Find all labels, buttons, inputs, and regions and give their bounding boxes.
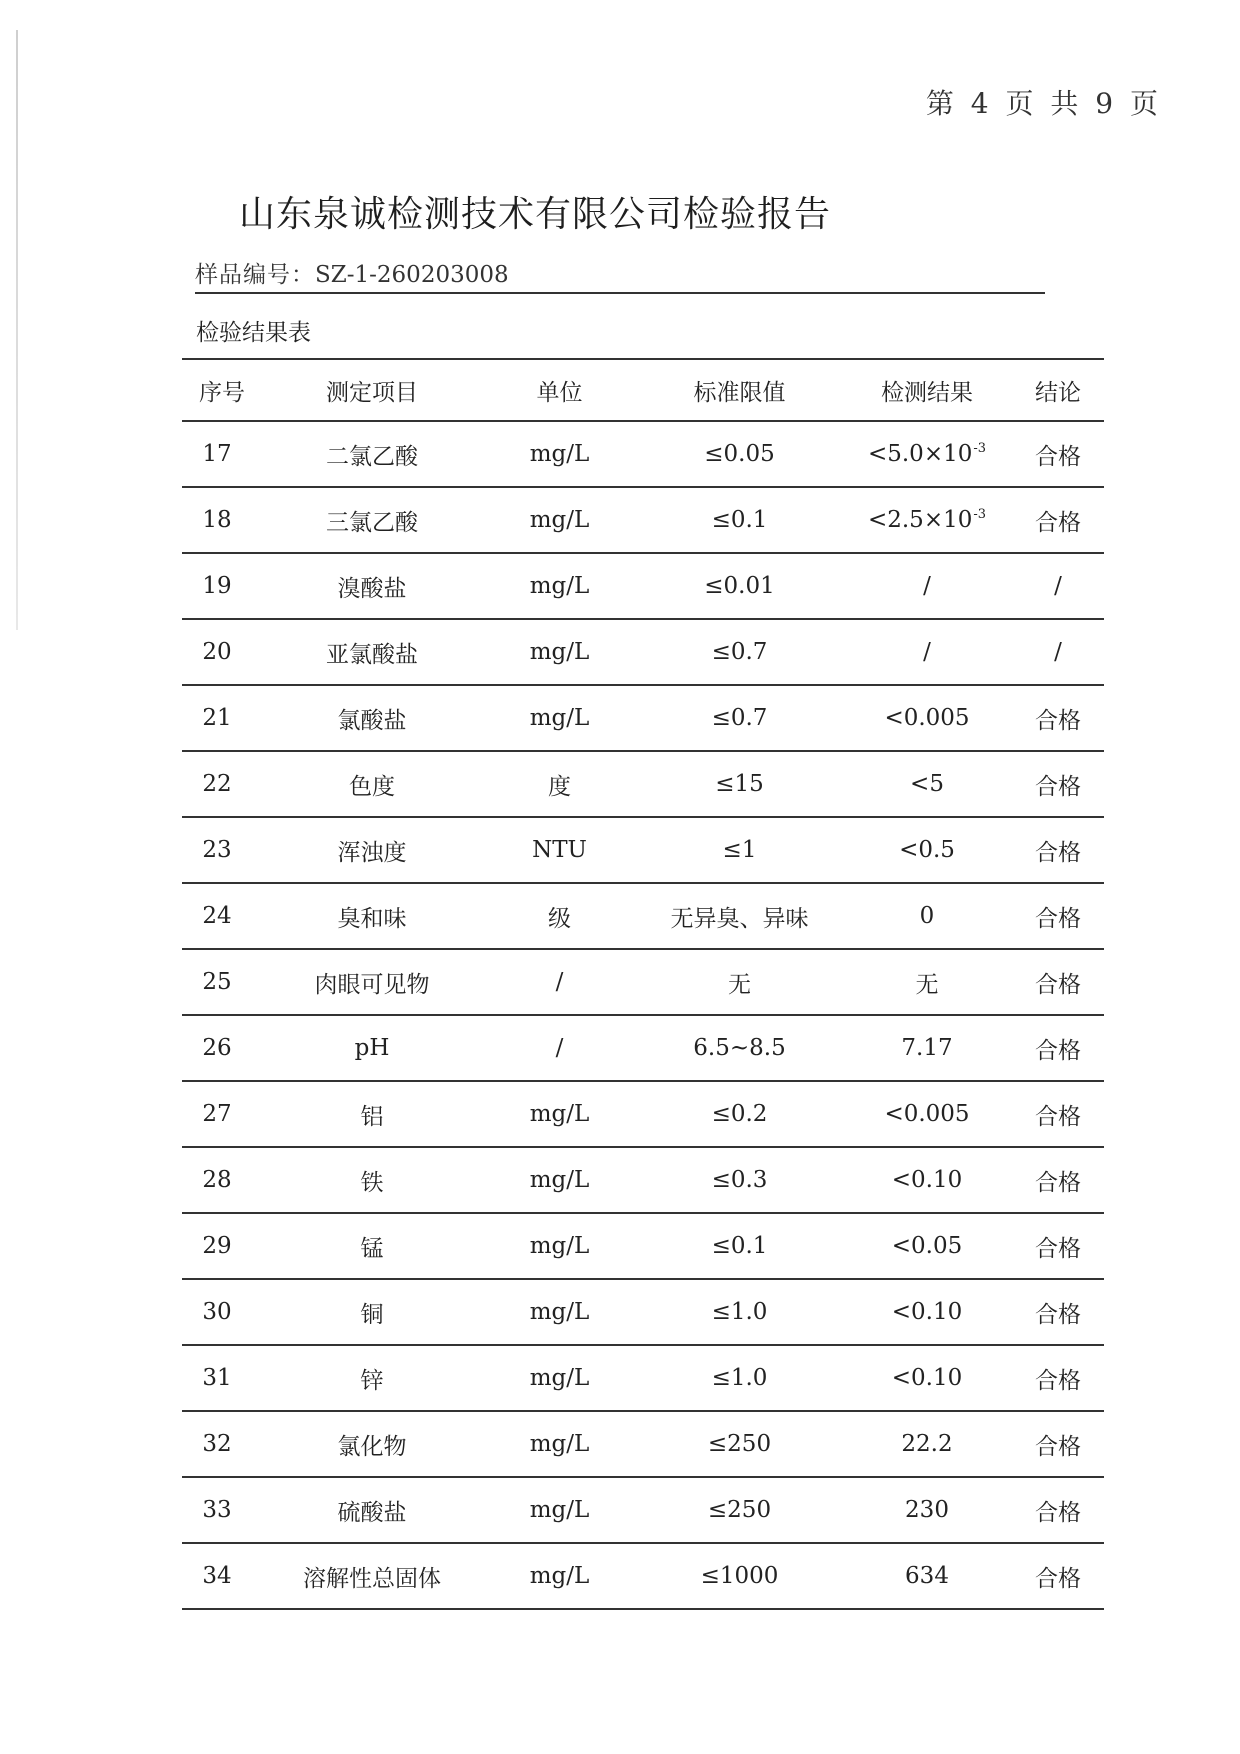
cell-unit xyxy=(482,1345,637,1411)
cell-seq xyxy=(182,685,262,751)
table-row xyxy=(182,883,1104,949)
header-result: 检测结果 xyxy=(881,379,973,406)
header-unit: 单位 xyxy=(536,379,583,406)
table-row xyxy=(182,421,1104,487)
cell-result-text: <2.5×10 xyxy=(867,507,973,533)
table-row xyxy=(182,1411,1104,1477)
cell-result-text: 22.2 xyxy=(901,1431,953,1457)
cell-limit xyxy=(637,817,842,883)
cell-limit xyxy=(637,1147,842,1213)
cell-unit xyxy=(482,1543,637,1609)
cell-item xyxy=(262,883,482,949)
header-item: 测定项目 xyxy=(326,379,418,406)
cell-item xyxy=(262,1213,482,1279)
cell-unit-text: mg/L xyxy=(529,1431,590,1457)
cell-seq-text: 30 xyxy=(202,1299,232,1325)
section-title: 检验结果表 xyxy=(196,320,311,346)
cell-limit-text: ≤0.2 xyxy=(711,1101,768,1127)
cell-seq xyxy=(182,817,262,883)
sample-number-row xyxy=(195,256,1045,294)
cell-result-text: / xyxy=(923,639,931,665)
table-row xyxy=(182,1147,1104,1213)
cell-seq xyxy=(182,1345,262,1411)
cell-unit xyxy=(482,1411,637,1477)
cell-item-text: 氯化物 xyxy=(337,1433,407,1460)
cell-result xyxy=(842,949,1012,1015)
cell-result-text: <5 xyxy=(910,771,944,797)
cell-seq-text: 17 xyxy=(202,441,232,467)
cell-seq-text: 20 xyxy=(202,639,232,665)
cell-limit-text: ≤1 xyxy=(722,837,757,863)
table-row xyxy=(182,1477,1104,1543)
cell-conclusion-text: 合格 xyxy=(1035,839,1081,866)
cell-limit xyxy=(637,1411,842,1477)
cell-unit xyxy=(482,1477,637,1543)
cell-conclusion xyxy=(1012,1345,1104,1411)
cell-unit xyxy=(482,487,637,553)
cell-unit xyxy=(482,1081,637,1147)
cell-unit xyxy=(482,1015,637,1081)
cell-unit-text: mg/L xyxy=(529,1167,590,1193)
cell-unit xyxy=(482,751,637,817)
cell-item xyxy=(262,619,482,685)
cell-item-text: 硫酸盐 xyxy=(337,1499,407,1526)
cell-result-text: 634 xyxy=(905,1563,949,1589)
cell-unit-text: / xyxy=(555,969,564,995)
cell-seq-text: 19 xyxy=(202,573,232,599)
table-row xyxy=(182,1015,1104,1081)
cell-seq-text: 34 xyxy=(202,1563,232,1589)
cell-unit-text: / xyxy=(555,1035,564,1061)
page-indicator: 第 4 页 共 9 页 xyxy=(925,87,1162,120)
cell-conclusion-text: 合格 xyxy=(1035,905,1081,932)
cell-limit xyxy=(637,1081,842,1147)
cell-result-text: <0.05 xyxy=(891,1233,963,1259)
cell-item xyxy=(262,949,482,1015)
cell-result xyxy=(842,1015,1012,1081)
table-row xyxy=(182,1213,1104,1279)
cell-unit-text: mg/L xyxy=(529,705,590,731)
cell-limit-text: ≤0.1 xyxy=(711,507,768,533)
cell-item-text: 三氯乙酸 xyxy=(326,509,418,536)
cell-limit-text: ≤250 xyxy=(707,1497,772,1523)
cell-unit xyxy=(482,421,637,487)
cell-seq xyxy=(182,1411,262,1477)
cell-conclusion xyxy=(1012,949,1104,1015)
cell-result-text: <0.005 xyxy=(884,1101,970,1127)
cell-item xyxy=(262,1345,482,1411)
cell-seq-text: 29 xyxy=(202,1233,232,1259)
cell-unit xyxy=(482,1279,637,1345)
cell-conclusion-text: 合格 xyxy=(1035,1037,1081,1064)
cell-limit xyxy=(637,1279,842,1345)
cell-seq-text: 26 xyxy=(202,1035,232,1061)
cell-item-text: 氯酸盐 xyxy=(337,707,407,734)
cell-limit-text: ≤0.01 xyxy=(704,573,775,599)
cell-conclusion-text: 合格 xyxy=(1035,1169,1081,1196)
cell-seq xyxy=(182,1543,262,1609)
cell-result xyxy=(842,1279,1012,1345)
cell-conclusion xyxy=(1012,1213,1104,1279)
cell-item xyxy=(262,421,482,487)
cell-limit-text: ≤1.0 xyxy=(711,1299,768,1325)
cell-unit-text: NTU xyxy=(532,837,587,863)
cell-conclusion xyxy=(1012,817,1104,883)
cell-seq-text: 28 xyxy=(202,1167,232,1193)
cell-result-text: / xyxy=(923,573,931,599)
cell-result-text: 无 xyxy=(915,971,939,998)
cell-conclusion xyxy=(1012,1411,1104,1477)
cell-conclusion xyxy=(1012,751,1104,817)
cell-seq xyxy=(182,619,262,685)
cell-item-text: 亚氯酸盐 xyxy=(326,641,418,668)
cell-limit xyxy=(637,883,842,949)
cell-seq xyxy=(182,1081,262,1147)
cell-seq xyxy=(182,1015,262,1081)
cell-result xyxy=(842,553,1012,619)
cell-item xyxy=(262,487,482,553)
cell-limit xyxy=(637,553,842,619)
table-row xyxy=(182,685,1104,751)
cell-unit xyxy=(482,883,637,949)
cell-conclusion-text: 合格 xyxy=(1035,1367,1081,1394)
cell-result-text: <5.0×10 xyxy=(867,441,973,467)
cell-seq-text: 22 xyxy=(202,771,232,797)
cell-conclusion-text: 合格 xyxy=(1035,443,1081,470)
cell-conclusion-text: 合格 xyxy=(1035,509,1081,536)
cell-result xyxy=(842,421,1012,487)
cell-unit xyxy=(482,619,637,685)
cell-item xyxy=(262,1015,482,1081)
cell-limit-text: ≤0.7 xyxy=(711,639,768,665)
cell-limit xyxy=(637,487,842,553)
cell-item-text: 臭和味 xyxy=(337,905,407,932)
cell-limit-text: ≤1000 xyxy=(700,1563,779,1589)
cell-conclusion xyxy=(1012,1279,1104,1345)
cell-item-text: 色度 xyxy=(349,773,395,800)
cell-conclusion xyxy=(1012,421,1104,487)
cell-limit-text: 无异臭、异味 xyxy=(670,905,809,932)
cell-result-text: 0 xyxy=(919,903,935,929)
cell-conclusion-text: / xyxy=(1054,573,1062,599)
cell-result xyxy=(842,817,1012,883)
cell-unit-text: mg/L xyxy=(529,573,590,599)
table-row xyxy=(182,751,1104,817)
cell-conclusion-text: 合格 xyxy=(1035,1499,1081,1526)
cell-result xyxy=(842,487,1012,553)
cell-result xyxy=(842,1147,1012,1213)
cell-conclusion-text: 合格 xyxy=(1035,1433,1081,1460)
cell-unit xyxy=(482,553,637,619)
cell-result xyxy=(842,1411,1012,1477)
cell-limit-text: ≤15 xyxy=(715,771,764,797)
cell-result xyxy=(842,751,1012,817)
header-seq: 序号 xyxy=(199,379,245,406)
table-row xyxy=(182,1543,1104,1609)
cell-conclusion xyxy=(1012,883,1104,949)
cell-limit xyxy=(637,751,842,817)
cell-seq xyxy=(182,487,262,553)
cell-seq xyxy=(182,883,262,949)
cell-limit-text: ≤250 xyxy=(707,1431,772,1457)
cell-item-text: pH xyxy=(354,1035,390,1061)
cell-conclusion xyxy=(1012,487,1104,553)
cell-conclusion-text: / xyxy=(1054,639,1062,665)
cell-limit xyxy=(637,685,842,751)
cell-limit-text: ≤1.0 xyxy=(711,1365,768,1391)
cell-result-text: 7.17 xyxy=(901,1035,953,1061)
cell-conclusion-text: 合格 xyxy=(1035,707,1081,734)
table-row xyxy=(182,553,1104,619)
cell-conclusion xyxy=(1012,1081,1104,1147)
cell-result xyxy=(842,685,1012,751)
table-row xyxy=(182,817,1104,883)
cell-result xyxy=(842,1213,1012,1279)
cell-limit-text: ≤0.7 xyxy=(711,705,768,731)
cell-seq xyxy=(182,949,262,1015)
cell-unit-text: 级 xyxy=(548,905,571,932)
table-row xyxy=(182,487,1104,553)
cell-limit xyxy=(637,1477,842,1543)
table-row xyxy=(182,1345,1104,1411)
table-body xyxy=(182,421,1104,1609)
table-row xyxy=(182,1081,1104,1147)
result-exponent: -3 xyxy=(973,507,987,522)
cell-item-text: 锰 xyxy=(360,1235,384,1262)
cell-limit xyxy=(637,949,842,1015)
cell-result xyxy=(842,1543,1012,1609)
header-limit: 标准限值 xyxy=(693,379,786,406)
cell-result-text: <0.5 xyxy=(899,837,955,863)
cell-conclusion xyxy=(1012,685,1104,751)
cell-unit xyxy=(482,1147,637,1213)
cell-result-text: <0.005 xyxy=(884,705,970,731)
header-conclusion: 结论 xyxy=(1035,379,1081,406)
cell-unit xyxy=(482,685,637,751)
cell-item-text: 溴酸盐 xyxy=(337,575,407,602)
cell-seq-text: 31 xyxy=(202,1365,232,1391)
cell-result xyxy=(842,1477,1012,1543)
cell-conclusion xyxy=(1012,1147,1104,1213)
cell-seq xyxy=(182,1213,262,1279)
cell-unit-text: mg/L xyxy=(529,1563,590,1589)
cell-result xyxy=(842,1345,1012,1411)
cell-seq-text: 32 xyxy=(202,1431,232,1457)
cell-seq xyxy=(182,1477,262,1543)
cell-conclusion-text: 合格 xyxy=(1035,971,1081,998)
cell-limit-text: ≤0.1 xyxy=(711,1233,768,1259)
cell-limit-text: ≤0.05 xyxy=(704,441,775,467)
cell-conclusion-text: 合格 xyxy=(1035,773,1081,800)
cell-conclusion-text: 合格 xyxy=(1035,1565,1081,1592)
cell-unit xyxy=(482,1213,637,1279)
cell-unit-text: mg/L xyxy=(529,1233,590,1259)
cell-conclusion-text: 合格 xyxy=(1035,1301,1081,1328)
cell-limit xyxy=(637,619,842,685)
cell-item-text: 锌 xyxy=(360,1367,384,1394)
cell-unit-text: mg/L xyxy=(529,1497,590,1523)
cell-limit xyxy=(637,1015,842,1081)
cell-item-text: 铜 xyxy=(360,1301,384,1328)
cell-unit-text: mg/L xyxy=(529,639,590,665)
cell-item-text: 二氯乙酸 xyxy=(326,443,418,470)
table-row xyxy=(182,619,1104,685)
cell-item-text: 溶解性总固体 xyxy=(303,1565,441,1592)
cell-conclusion xyxy=(1012,619,1104,685)
cell-conclusion xyxy=(1012,1015,1104,1081)
cell-item xyxy=(262,1477,482,1543)
cell-seq-text: 23 xyxy=(202,837,232,863)
cell-limit-text: ≤0.3 xyxy=(711,1167,768,1193)
cell-seq-text: 27 xyxy=(202,1101,232,1127)
cell-seq-text: 18 xyxy=(202,507,232,533)
cell-limit xyxy=(637,1543,842,1609)
sample-number-label: 样品编号： xyxy=(195,262,315,288)
cell-seq xyxy=(182,1279,262,1345)
cell-result-text: 230 xyxy=(905,1497,949,1523)
cell-result-text: <0.10 xyxy=(891,1167,963,1193)
cell-seq-text: 25 xyxy=(202,969,232,995)
cell-unit-text: mg/L xyxy=(529,441,590,467)
table-row xyxy=(182,1279,1104,1345)
cell-result xyxy=(842,1081,1012,1147)
cell-item xyxy=(262,817,482,883)
cell-item xyxy=(262,1543,482,1609)
cell-limit xyxy=(637,1213,842,1279)
cell-item-text: 铁 xyxy=(360,1169,384,1196)
cell-seq-text: 24 xyxy=(202,903,232,929)
cell-item xyxy=(262,1147,482,1213)
cell-limit xyxy=(637,421,842,487)
sample-number-value: SZ-1-260203008 xyxy=(315,262,509,288)
cell-unit-text: mg/L xyxy=(529,1365,590,1391)
cell-unit xyxy=(482,817,637,883)
cell-result xyxy=(842,619,1012,685)
cell-seq-text: 21 xyxy=(202,705,232,731)
cell-limit xyxy=(637,1345,842,1411)
cell-item xyxy=(262,1411,482,1477)
report-title: 山东泉诚检测技术有限公司检验报告 xyxy=(238,194,831,235)
cell-item-text: 浑浊度 xyxy=(337,839,407,866)
cell-item-text: 铝 xyxy=(360,1103,384,1130)
table-header-row xyxy=(182,359,1104,421)
cell-unit-text: mg/L xyxy=(529,1299,590,1325)
cell-seq xyxy=(182,1147,262,1213)
cell-limit-text: 6.5~8.5 xyxy=(693,1035,786,1061)
cell-unit-text: 度 xyxy=(548,773,571,800)
cell-seq xyxy=(182,751,262,817)
cell-item xyxy=(262,1279,482,1345)
cell-seq xyxy=(182,421,262,487)
cell-seq xyxy=(182,553,262,619)
result-exponent: -3 xyxy=(973,441,987,456)
cell-conclusion-text: 合格 xyxy=(1035,1103,1081,1130)
cell-result-text: <0.10 xyxy=(891,1365,963,1391)
cell-result xyxy=(842,883,1012,949)
cell-conclusion xyxy=(1012,553,1104,619)
cell-item xyxy=(262,685,482,751)
cell-limit-text: 无 xyxy=(728,971,751,998)
table-row xyxy=(182,949,1104,1015)
cell-conclusion xyxy=(1012,1477,1104,1543)
cell-conclusion-text: 合格 xyxy=(1035,1235,1081,1262)
cell-unit-text: mg/L xyxy=(529,1101,590,1127)
cell-seq-text: 33 xyxy=(202,1497,232,1523)
cell-conclusion xyxy=(1012,1543,1104,1609)
cell-item xyxy=(262,1081,482,1147)
cell-item xyxy=(262,751,482,817)
scan-edge-line xyxy=(16,30,18,630)
cell-item-text: 肉眼可见物 xyxy=(314,971,430,998)
cell-result-text: <0.10 xyxy=(891,1299,963,1325)
cell-unit-text: mg/L xyxy=(529,507,590,533)
cell-unit xyxy=(482,949,637,1015)
cell-item xyxy=(262,553,482,619)
results-table xyxy=(182,358,1104,1610)
